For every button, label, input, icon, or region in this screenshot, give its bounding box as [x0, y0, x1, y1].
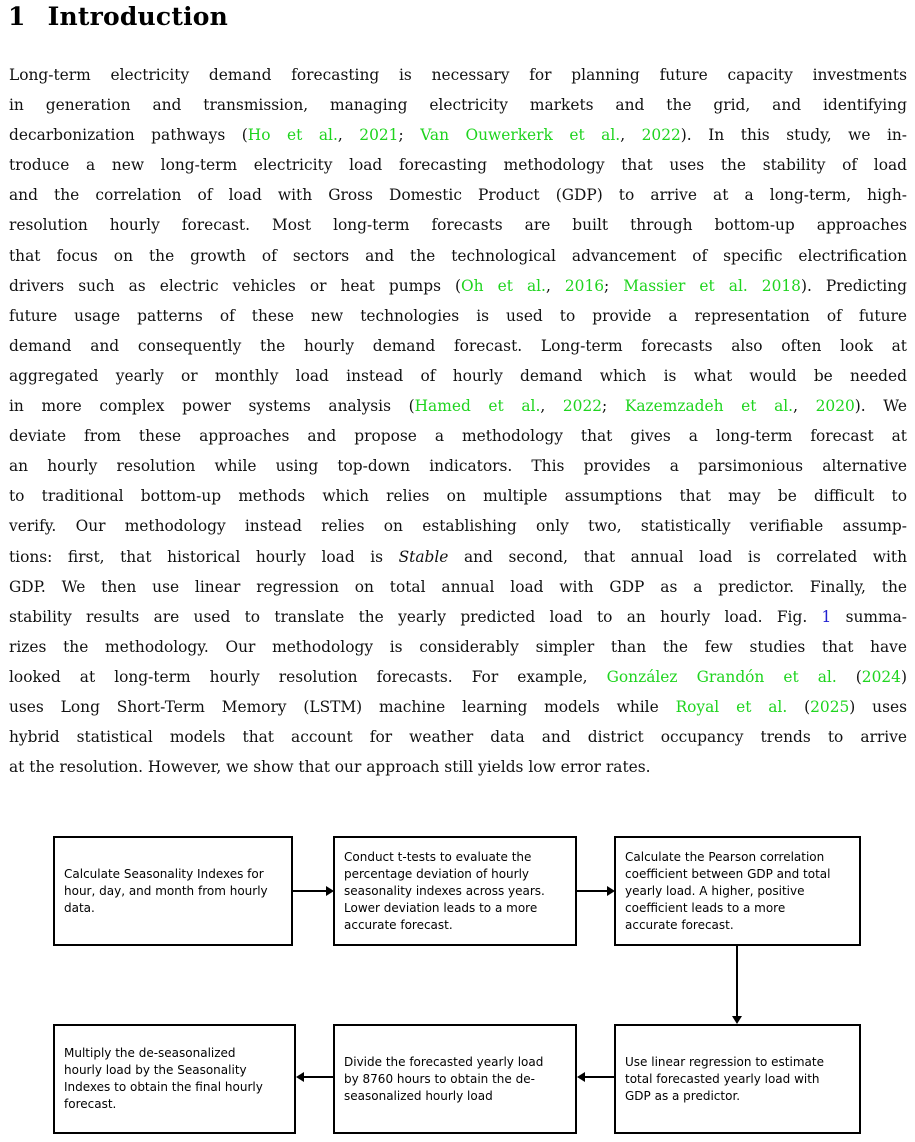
paragraph-line: [9, 632, 907, 662]
text-run: uses Long Short-Term Memory (LSTM) machine learning models while: [9, 697, 676, 716]
flow-step-line: Conduct t-tests to evaluate the: [344, 849, 532, 864]
text-run: troduce a new long-term electricity load forecasting methodology that uses the stability of load: [9, 156, 907, 175]
paragraph-line: [9, 421, 907, 451]
text-run: in generation and transmission, managing electricity markets and the grid, and identifying: [9, 96, 907, 115]
text-run: future usage patterns of these new technologies is used to provide a representation of future: [9, 306, 907, 325]
text-run: ,: [545, 276, 565, 295]
flow-step-line: accurate forecast.: [344, 917, 453, 932]
paragraph-line: [9, 391, 907, 421]
section-heading: [8, 2, 228, 31]
flow-step-line: Calculate the Pearson correlation: [625, 849, 825, 864]
text-run: ) uses: [849, 697, 907, 716]
paragraph-line: [9, 210, 907, 240]
text-run: ,: [337, 126, 360, 145]
flow-step-line: Divide the forecasted yearly load: [344, 1054, 544, 1069]
flow-step-line: total forecasted yearly load with: [625, 1071, 820, 1086]
text-run: rizes the methodology. Our methodology is considerably simpler than the few studies that have: [9, 637, 907, 656]
flow-step-line: by 8760 hours to obtain the de-: [344, 1071, 535, 1086]
arrow-line: [304, 1076, 333, 1078]
flow-step-line: forecast.: [64, 1097, 117, 1111]
paragraph-line: [9, 752, 907, 782]
flow-step-line: percentage deviation of hourly: [344, 866, 530, 881]
text-run: (: [836, 667, 862, 686]
flow-step-line: yearly load. A higher, positive: [625, 883, 805, 898]
citation-link[interactable]: González Grandón et al.: [606, 667, 837, 686]
flow-step-line: hour, day, and month from hourly: [64, 883, 268, 898]
flow-step-line: data.: [64, 900, 95, 915]
text-run: summa-: [831, 607, 907, 626]
citation-link[interactable]: 2022: [562, 397, 603, 416]
arrow-head-left: [296, 1072, 304, 1082]
arrow-line: [585, 1076, 614, 1078]
arrow-line: [736, 946, 738, 1016]
text-run: decarbonization pathways (: [9, 126, 248, 145]
paragraph-line: [9, 301, 907, 331]
text-run: and the correlation of load with Gross Domestic Product (GDP) to arrive at a long-term, high-: [9, 186, 907, 205]
citation-link[interactable]: 2025: [810, 697, 850, 716]
text-run: drivers such as electric vehicles or heat pumps (: [9, 276, 462, 295]
arrow-head-right: [607, 886, 615, 896]
flow-step-seasonality-indexes: [53, 836, 293, 946]
flow-step-line: Use linear regression to estimate: [625, 1054, 824, 1069]
citation-link[interactable]: Massier et al. 2018: [623, 276, 801, 295]
flow-step-text: [625, 1054, 824, 1105]
paragraph-line: [9, 481, 907, 511]
text-run: ,: [793, 397, 816, 416]
flow-step-text: [64, 1045, 263, 1113]
paragraph-line: [9, 692, 907, 722]
paragraph-line: [9, 451, 907, 481]
section-title: Introduction: [47, 2, 229, 31]
text-run: verify. Our methodology instead relies on establishing only two, statistically verifiable assump-: [9, 517, 907, 536]
arrow-line: [293, 890, 327, 892]
paragraph-line: [9, 60, 907, 90]
flow-step-line: hourly load by the Seasonality: [64, 1063, 247, 1077]
arrow-line: [577, 890, 608, 892]
text-run: ,: [620, 126, 642, 145]
arrow-head-left: [577, 1072, 585, 1082]
text-run: tions: first, that historical hourly load is: [9, 547, 399, 566]
text-run: (: [787, 697, 811, 716]
text-run: demand and consequently the hourly demand forecast. Long-term forecasts also often look at: [9, 336, 907, 355]
paragraph-line: [9, 90, 907, 120]
text-run: ). We: [854, 397, 907, 416]
arrow-head-right: [326, 886, 334, 896]
paragraph-line: [9, 602, 907, 632]
citation-link[interactable]: 2016: [564, 276, 605, 295]
flow-step-linear-regression: [614, 1024, 861, 1134]
flow-step-text: [625, 849, 831, 934]
flow-step-line: coefficient between GDP and total: [625, 866, 831, 881]
text-run: GDP. We then use linear regression on total annual load with GDP as a predictor. Finally, the: [9, 577, 907, 596]
text-run: ): [900, 667, 907, 686]
text-run: ). Predicting: [800, 276, 907, 295]
citation-link[interactable]: Ho et al.: [247, 126, 338, 145]
paragraph-line: [9, 241, 907, 271]
figure-reference-link[interactable]: 1: [821, 607, 832, 626]
flow-step-line: coefficient leads to a more: [625, 900, 786, 915]
text-run: that focus on the growth of sectors and the technological advancement of specific electrification: [9, 246, 907, 265]
citation-link[interactable]: 2020: [815, 397, 855, 416]
text-run: ). In this study, we in-: [680, 126, 907, 145]
paragraph-line: [9, 180, 907, 210]
citation-link[interactable]: 2024: [861, 667, 901, 686]
paragraph-line: [9, 722, 907, 752]
text-run: stability results are used to translate the yearly predicted load to an hourly load. Fig.: [9, 607, 822, 626]
flow-step-line: Indexes to obtain the final hourly: [64, 1080, 263, 1094]
text-run: ;: [398, 126, 421, 145]
paragraph-line: [9, 542, 907, 572]
text-run: an hourly resolution while using top-down indicators. This provides a parsimonious alternative: [9, 457, 907, 476]
flow-step-text: [344, 1054, 543, 1105]
text-run: Long-term electricity demand forecasting is necessary for planning future capacity investments: [9, 66, 907, 84]
text-run: to traditional bottom-up methods which relies on multiple assumptions that may be difficult to: [9, 487, 907, 506]
paragraph-line: [9, 120, 907, 150]
text-run: ,: [540, 397, 563, 416]
flow-step-text: [64, 866, 268, 917]
flow-step-line: Lower deviation leads to a more: [344, 900, 538, 915]
text-run: resolution hourly forecast. Most long-term forecasts are built through bottom-up approaches: [9, 216, 907, 235]
flow-step-line: accurate forecast.: [625, 917, 734, 932]
methodology-flowchart: [0, 830, 915, 1142]
text-run: looked at long-term hourly resolution forecasts. For example,: [9, 667, 607, 686]
paragraph-line: [9, 511, 907, 541]
citation-link[interactable]: Royal et al.: [675, 697, 788, 716]
citation-link[interactable]: Kazemzadeh et al.: [624, 397, 794, 416]
paragraph-line: [9, 662, 907, 692]
text-run: hybrid statistical models that account for weather data and district occupancy trends to arrive: [9, 728, 907, 747]
citation-link[interactable]: Oh et al.: [461, 276, 546, 295]
flow-step-line: seasonalized hourly load: [344, 1088, 493, 1103]
flow-step-t-tests: [333, 836, 577, 946]
paragraph-line: [9, 331, 907, 361]
flow-step-deseasonalized-load: [333, 1024, 577, 1134]
flow-step-line: seasonality indexes across years.: [344, 883, 545, 898]
flow-step-pearson-correlation: [614, 836, 861, 946]
emphasis-text: Stable: [398, 547, 449, 566]
flow-step-line: GDP as a predictor.: [625, 1088, 741, 1103]
text-run: deviate from these approaches and propose a methodology that gives a long-term forecast at: [9, 427, 907, 446]
flow-step-line: Calculate Seasonality Indexes for: [64, 866, 264, 881]
text-run: ;: [602, 397, 625, 416]
flow-step-line: Multiply the de-seasonalized: [64, 1046, 236, 1060]
text-run: and second, that annual load is correlated with: [448, 547, 907, 566]
paragraph-line: [9, 572, 907, 602]
paragraph-line: [9, 150, 907, 180]
flow-step-final-hourly-forecast: [53, 1024, 296, 1134]
introduction-paragraph: [9, 60, 907, 782]
text-run: aggregated yearly or monthly load instead of hourly demand which is what would be needed: [9, 366, 907, 385]
citation-link[interactable]: 2021: [359, 126, 399, 145]
citation-link[interactable]: 2022: [641, 126, 681, 145]
citation-link[interactable]: Van Ouwerkerk et al.: [420, 126, 621, 145]
paragraph-line: [9, 361, 907, 391]
paragraph-line: [9, 271, 907, 301]
text-run: at the resolution. However, we show that our approach still yields low error rates.: [9, 758, 651, 777]
text-run: in more complex power systems analysis (: [9, 397, 415, 416]
text-run: ;: [604, 276, 624, 295]
citation-link[interactable]: Hamed et al.: [414, 397, 541, 416]
section-number: 1: [8, 2, 26, 31]
arrow-head-down: [732, 1016, 742, 1024]
flow-step-text: [344, 849, 545, 934]
